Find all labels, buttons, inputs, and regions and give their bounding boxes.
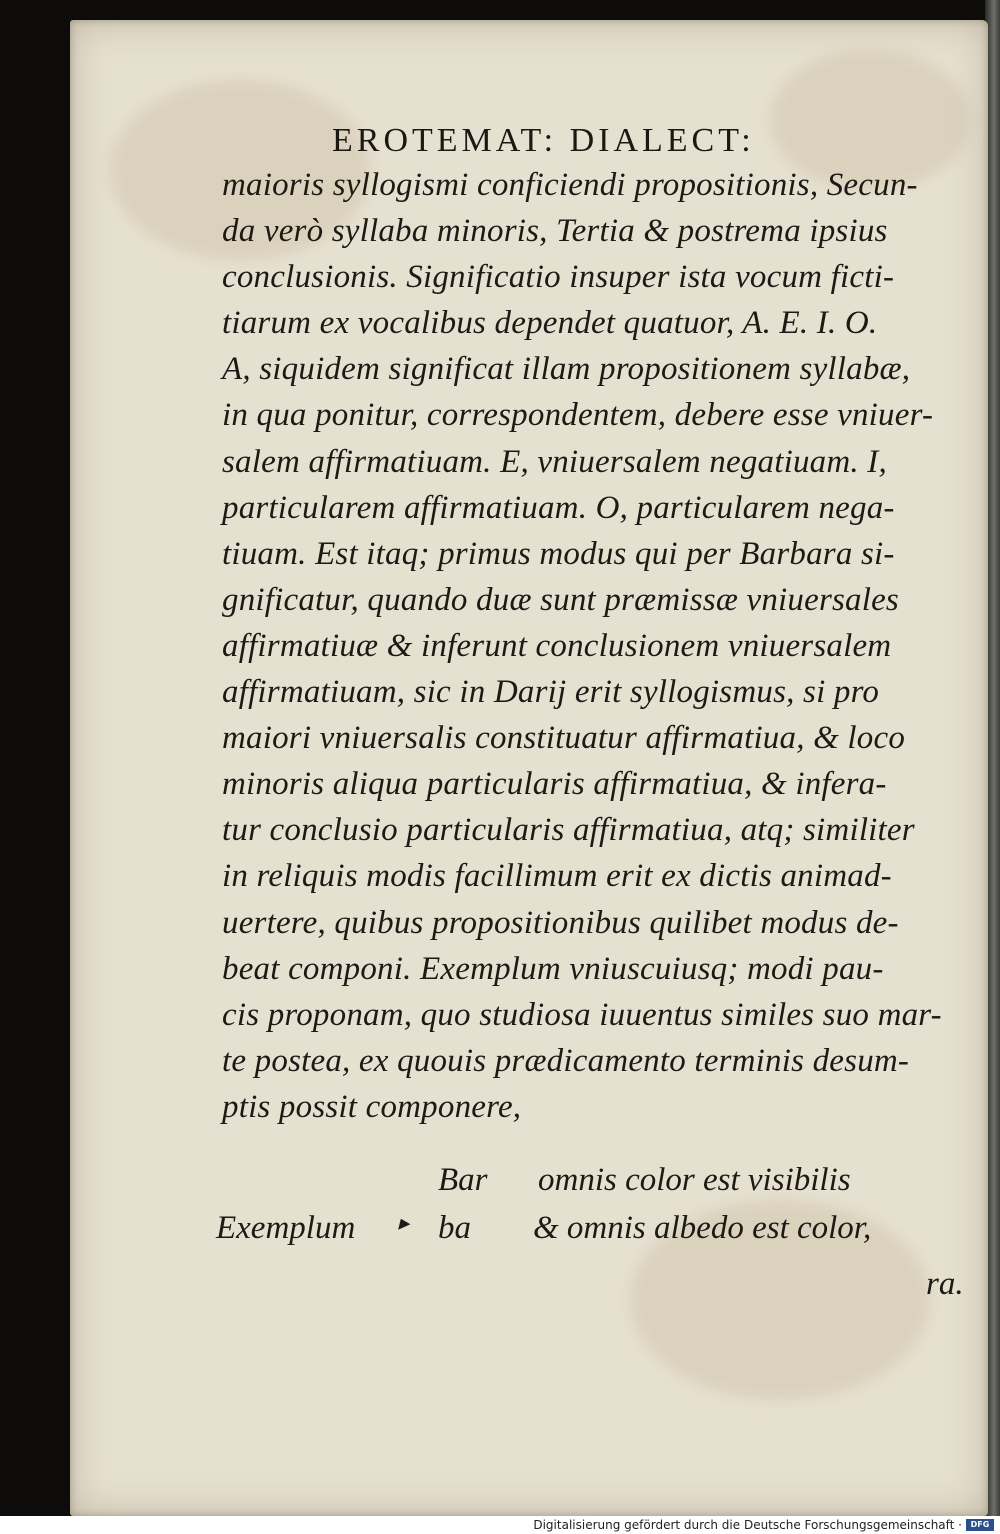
example-label: Exemplum: [216, 1210, 356, 1246]
catchword: ra.: [926, 1266, 964, 1302]
text-line: da verò syllaba minoris, Tertia & postrema ipsius: [222, 213, 888, 250]
text-line: affirmatiuæ & inferunt conclusionem vniuersalem: [222, 627, 892, 664]
text-line: minoris aliqua particularis affirmatiua, & infera-: [222, 766, 887, 803]
text-line: gnificatur, quando duæ sunt præmissæ vniuersales: [222, 581, 899, 618]
text-line: conclusionis. Significatio insuper ista vocum ficti-: [222, 259, 895, 296]
running-head: EROTEMAT: DIALECT:: [332, 122, 755, 159]
text-line: cis proponam, quo studiosa iuuentus similes suo mar-: [222, 996, 942, 1033]
text-line: in reliquis modis facillimum erit ex dictis animad-: [222, 858, 892, 895]
example-premise-2: & omnis albedo est color,: [533, 1210, 872, 1246]
example-syllable-2: ba: [438, 1210, 471, 1246]
text-line: salem affirmatiuam. E, vniuersalem negatiuam. I,: [222, 443, 887, 480]
text-line: maiori vniuersalis constituatur affirmatiua, & loco: [222, 720, 906, 757]
text-line: affirmatiuam, sic in Darij erit syllogismus, si pro: [222, 674, 880, 711]
text-line: particularem affirmatiuam. O, particularem nega-: [222, 489, 895, 526]
text-line: A, siquidem significat illam propositionem syllabæ,: [222, 351, 911, 388]
text-line: tiuam. Est itaq; primus modus qui per Barbara si-: [222, 535, 895, 572]
text-line: ptis possit componere,: [222, 1088, 522, 1125]
example-premise-1: omnis color est visibilis: [538, 1162, 851, 1198]
body-text: [222, 162, 990, 1130]
dfg-logo: DFG: [966, 1519, 994, 1531]
text-line: in qua ponitur, correspondentem, debere esse vniuer-: [222, 397, 934, 434]
footer-credit: Digitalisierung gefördert durch die Deutsche Forschungsgemeinschaft ·: [533, 1518, 962, 1532]
text-line: maioris syllogismi conficiendi propositionis, Secun-: [222, 167, 918, 203]
text-line: tur conclusio particularis affirmatiua, atq; similiter: [222, 812, 915, 849]
text-line: te postea, ex quouis prædicamento terminis desum-: [222, 1042, 910, 1079]
example-syllable-1: Bar: [438, 1162, 488, 1198]
pointer-icon: ▸: [398, 1210, 410, 1235]
text-line: tiarum ex vocalibus dependet quatuor, A. E. I. O.: [222, 305, 878, 342]
text-line: uertere, quibus propositionibus quilibet modus de-: [222, 904, 899, 941]
text-line: beat componi. Exemplum vniuscuiusq; modi pau-: [222, 950, 884, 987]
